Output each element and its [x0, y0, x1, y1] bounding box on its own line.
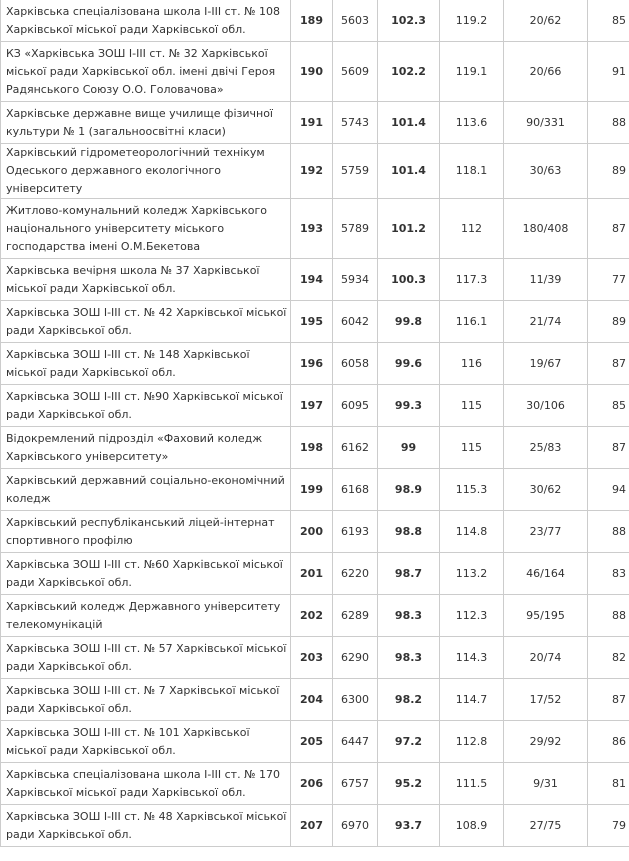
secondary-score-cell: 118.1: [440, 144, 504, 199]
table-row: [1, 427, 629, 469]
school-name-cell: Харківська ЗОШ I-III ст. №90 Харківської міської ради Харківської обл.: [1, 385, 291, 427]
school-name-cell: Харківська ЗОШ I-III ст. № 101 Харківської міської ради Харківської обл.: [1, 721, 291, 763]
school-name-cell: Харківська ЗОШ I-III ст. №60 Харківської міської ради Харківської обл.: [1, 553, 291, 595]
table-row: [1, 763, 629, 805]
table-row: [1, 679, 629, 721]
secondary-score-cell: 115.3: [440, 469, 504, 511]
rank-cell: 203: [291, 637, 333, 679]
ratio-cell: 11/39: [504, 259, 588, 301]
score-cell: 102.2: [378, 42, 440, 102]
secondary-score-cell: 119.1: [440, 42, 504, 102]
ratio-cell: 20/74: [504, 637, 588, 679]
rank-cell: 205: [291, 721, 333, 763]
school-name-cell: Харківська спеціалізована школа I-III ст. № 170 Харківської міської ради Харківської обл.: [1, 763, 291, 805]
last-value-cell: 94: [588, 469, 629, 511]
table-row: [1, 805, 629, 847]
last-value-cell: 89: [588, 301, 629, 343]
last-value-cell: 89: [588, 144, 629, 199]
secondary-score-cell: 108.9: [440, 805, 504, 847]
school-name-cell: Харківська вечірня школа № 37 Харківської міської ради Харківської обл.: [1, 259, 291, 301]
school-name-cell: Харківський коледж Державного університету телекомунікацій: [1, 595, 291, 637]
table-row: [1, 42, 629, 102]
table-row: [1, 721, 629, 763]
rank-cell: 202: [291, 595, 333, 637]
last-value-cell: 81: [588, 763, 629, 805]
last-value-cell: 88: [588, 102, 629, 144]
last-value-cell: 83: [588, 553, 629, 595]
rank-cell: 192: [291, 144, 333, 199]
score-cell: 99.6: [378, 343, 440, 385]
ratio-cell: 27/75: [504, 805, 588, 847]
ratio-cell: 19/67: [504, 343, 588, 385]
table-row: [1, 511, 629, 553]
school-name-cell: Житлово-комунальний коледж Харківського національного університету міського господарства імені О.М.Бекетова: [1, 199, 291, 259]
secondary-score-cell: 117.3: [440, 259, 504, 301]
table-row: [1, 595, 629, 637]
school-name-cell: Харківська ЗОШ I-III ст. № 48 Харківської міської ради Харківської обл.: [1, 805, 291, 847]
ratio-cell: 20/62: [504, 0, 588, 42]
secondary-score-cell: 112.8: [440, 721, 504, 763]
school-name-cell: Харківська ЗОШ I-III ст. № 57 Харківської міської ради Харківської обл.: [1, 637, 291, 679]
table-row: [1, 259, 629, 301]
ratio-cell: 29/92: [504, 721, 588, 763]
code-cell: 5759: [333, 144, 378, 199]
ratio-cell: 30/63: [504, 144, 588, 199]
code-cell: 6290: [333, 637, 378, 679]
score-cell: 98.9: [378, 469, 440, 511]
score-cell: 98.3: [378, 595, 440, 637]
school-name-cell: Харківська ЗОШ I-III ст. № 42 Харківської міської ради Харківської обл.: [1, 301, 291, 343]
score-cell: 101.4: [378, 102, 440, 144]
last-value-cell: 86: [588, 721, 629, 763]
ratio-cell: 9/31: [504, 763, 588, 805]
rank-cell: 195: [291, 301, 333, 343]
ratio-cell: 95/195: [504, 595, 588, 637]
school-name-cell: Харківська спеціалізована школа I-III ст. № 108 Харківської міської ради Харківської обл.: [1, 0, 291, 42]
table-row: [1, 102, 629, 144]
ratio-cell: 46/164: [504, 553, 588, 595]
code-cell: 6168: [333, 469, 378, 511]
score-cell: 102.3: [378, 0, 440, 42]
score-cell: 98.7: [378, 553, 440, 595]
code-cell: 6095: [333, 385, 378, 427]
table-row: [1, 637, 629, 679]
last-value-cell: 87: [588, 427, 629, 469]
rank-cell: 193: [291, 199, 333, 259]
last-value-cell: 85: [588, 0, 629, 42]
ratio-cell: 21/74: [504, 301, 588, 343]
school-name-cell: Харківське державне вище училище фізичної культури № 1 (загальноосвітні класи): [1, 102, 291, 144]
code-cell: 6300: [333, 679, 378, 721]
school-name-cell: Харківський державний соціально-економічний коледж: [1, 469, 291, 511]
score-cell: 101.2: [378, 199, 440, 259]
score-cell: 99: [378, 427, 440, 469]
ratio-cell: 17/52: [504, 679, 588, 721]
rank-cell: 204: [291, 679, 333, 721]
secondary-score-cell: 113.6: [440, 102, 504, 144]
secondary-score-cell: 115: [440, 427, 504, 469]
last-value-cell: 79: [588, 805, 629, 847]
secondary-score-cell: 114.8: [440, 511, 504, 553]
ratio-cell: 180/408: [504, 199, 588, 259]
secondary-score-cell: 119.2: [440, 0, 504, 42]
score-cell: 98.2: [378, 679, 440, 721]
secondary-score-cell: 114.3: [440, 637, 504, 679]
score-cell: 99.8: [378, 301, 440, 343]
rank-cell: 206: [291, 763, 333, 805]
table-row: [1, 343, 629, 385]
score-cell: 99.3: [378, 385, 440, 427]
rank-cell: 201: [291, 553, 333, 595]
code-cell: 5603: [333, 0, 378, 42]
last-value-cell: 87: [588, 343, 629, 385]
ratio-cell: 20/66: [504, 42, 588, 102]
school-name-cell: Харківський гідрометеорологічний технікум Одеського державного екологічного університету: [1, 144, 291, 199]
secondary-score-cell: 113.2: [440, 553, 504, 595]
rating-table-body: [1, 0, 629, 847]
score-cell: 101.4: [378, 144, 440, 199]
rank-cell: 200: [291, 511, 333, 553]
school-name-cell: Харківська ЗОШ I-III ст. № 148 Харківської міської ради Харківської обл.: [1, 343, 291, 385]
ratio-cell: 90/331: [504, 102, 588, 144]
school-name-cell: Харківська ЗОШ I-III ст. № 7 Харківської міської ради Харківської обл.: [1, 679, 291, 721]
rank-cell: 191: [291, 102, 333, 144]
code-cell: 6193: [333, 511, 378, 553]
code-cell: 5789: [333, 199, 378, 259]
rank-cell: 190: [291, 42, 333, 102]
code-cell: 6757: [333, 763, 378, 805]
code-cell: 6058: [333, 343, 378, 385]
secondary-score-cell: 112.3: [440, 595, 504, 637]
rank-cell: 199: [291, 469, 333, 511]
school-name-cell: КЗ «Харківська ЗОШ I-III ст. № 32 Харківської міської ради Харківської обл. імені двічі Героя Радянського Союзу О.О. Головачова»: [1, 42, 291, 102]
last-value-cell: 88: [588, 511, 629, 553]
table-row: [1, 385, 629, 427]
last-value-cell: 85: [588, 385, 629, 427]
table-row: [1, 301, 629, 343]
ratio-cell: 30/62: [504, 469, 588, 511]
score-cell: 98.8: [378, 511, 440, 553]
table-row: [1, 0, 629, 42]
last-value-cell: 82: [588, 637, 629, 679]
secondary-score-cell: 114.7: [440, 679, 504, 721]
code-cell: 5743: [333, 102, 378, 144]
score-cell: 100.3: [378, 259, 440, 301]
code-cell: 5934: [333, 259, 378, 301]
last-value-cell: 87: [588, 679, 629, 721]
score-cell: 93.7: [378, 805, 440, 847]
code-cell: 6220: [333, 553, 378, 595]
rank-cell: 197: [291, 385, 333, 427]
table-row: [1, 144, 629, 199]
score-cell: 97.2: [378, 721, 440, 763]
ratio-cell: 25/83: [504, 427, 588, 469]
code-cell: 5609: [333, 42, 378, 102]
table-row: [1, 553, 629, 595]
school-name-cell: Відокремлений підрозділ «Фаховий коледж Харківського університету»: [1, 427, 291, 469]
ratio-cell: 30/106: [504, 385, 588, 427]
rank-cell: 189: [291, 0, 333, 42]
secondary-score-cell: 115: [440, 385, 504, 427]
code-cell: 6447: [333, 721, 378, 763]
code-cell: 6970: [333, 805, 378, 847]
last-value-cell: 88: [588, 595, 629, 637]
code-cell: 6289: [333, 595, 378, 637]
table-row: [1, 199, 629, 259]
last-value-cell: 91: [588, 42, 629, 102]
school-name-cell: Харківський республіканський ліцей-інтернат спортивного профілю: [1, 511, 291, 553]
rank-cell: 198: [291, 427, 333, 469]
secondary-score-cell: 111.5: [440, 763, 504, 805]
last-value-cell: 77: [588, 259, 629, 301]
rank-cell: 194: [291, 259, 333, 301]
secondary-score-cell: 112: [440, 199, 504, 259]
ratio-cell: 23/77: [504, 511, 588, 553]
code-cell: 6162: [333, 427, 378, 469]
secondary-score-cell: 116.1: [440, 301, 504, 343]
score-cell: 95.2: [378, 763, 440, 805]
rank-cell: 196: [291, 343, 333, 385]
last-value-cell: 87: [588, 199, 629, 259]
secondary-score-cell: 116: [440, 343, 504, 385]
rank-cell: 207: [291, 805, 333, 847]
score-cell: 98.3: [378, 637, 440, 679]
table-row: [1, 469, 629, 511]
code-cell: 6042: [333, 301, 378, 343]
